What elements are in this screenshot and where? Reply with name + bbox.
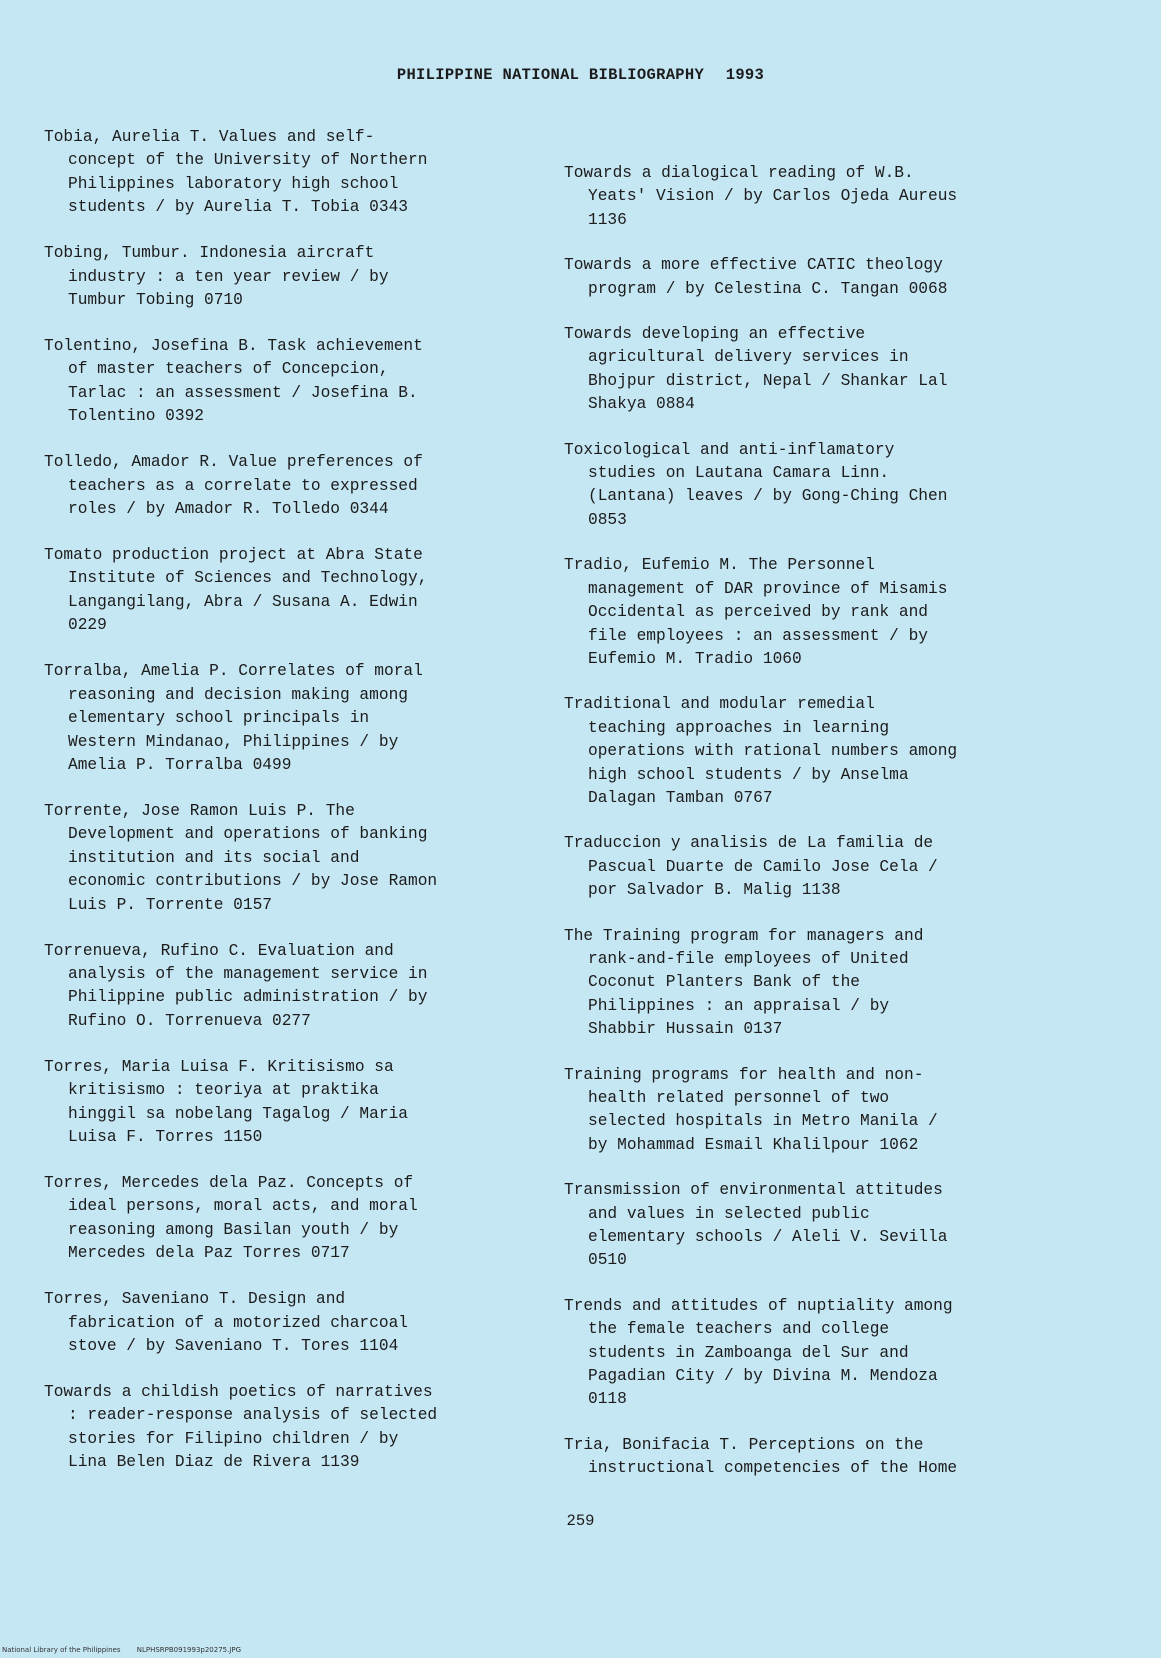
bibliography-entry: Tobia, Aurelia T. Values and self- concept of the University of Northern Philippines laboratory high school students / by Aurelia T. Tobia 0343 (44, 128, 428, 217)
bibliography-entry: Transmission of environmental attitudes and values in selected public elementary schools / Aleli V. Sevilla 0510 (564, 1181, 948, 1270)
bibliography-entry: Tobing, Tumbur. Indonesia aircraft industry : a ten year review / by Tumbur Tobing 0710 (44, 244, 389, 310)
bibliography-entry: Trends and attitudes of nuptiality among the female teachers and college students in Zamboanga del Sur and Pagadian City / by Divina M. Mendoza 0118 (564, 1296, 953, 1409)
footer-library: National Library of the Philippines (2, 1646, 121, 1654)
footer-file: NLPHSRPB091993p20275.JPG (136, 1646, 242, 1654)
bibliography-entry: Tolentino, Josefina B. Task achievement of master teachers of Concepcion, Tarlac : an assessment / Josefina B. Tolentino 0392 (44, 337, 423, 426)
bibliography-entry: Torralba, Amelia P. Correlates of moral reasoning and decision making among elementary school principals in Western Mindanao, Philippines / by Amelia P. Torralba 0499 (44, 662, 423, 774)
bibliography-entry: Torrente, Jose Ramon Luis P. The Development and operations of banking institution and its social and economic contributions / by Jose Ramon Luis P. Torrente 0157 (44, 801, 438, 914)
bibliography-entry: Tomato production project at Abra State Institute of Sciences and Technology, Langangilang, Abra / Susana A. Edwin 0229 (44, 546, 428, 635)
bibliography-entry: Traditional and modular remedial teaching approaches in learning operations with rational numbers among high school students / by Anselma Dalagan Tamban 0767 (564, 695, 958, 807)
bibliography-entry: Torres, Maria Luisa F. Kritisismo sa kritisismo : teoriya at praktika hinggil sa nobelang Tagalog / Maria Luisa F. Torres 1150 (44, 1057, 408, 1146)
bibliography-title: PHILIPPINE NATIONAL BIBLIOGRAPHY (396, 66, 705, 84)
bibliography-entry: Torres, Saveniano T. Design and fabrication of a motorized charcoal stove / by Saveniano T. Tores 1104 (44, 1290, 408, 1355)
page-number: 259 (566, 1512, 595, 1530)
bibliography-entry: The Training program for managers and rank-and-file employees of United Coconut Planters Bank of the Philippines : an appraisal / by Shabbir Hussain 0137 (564, 926, 924, 1039)
bibliography-entry: Tradio, Eufemio M. The Personnel management of DAR province of Misamis Occidental as perceived by rank and file employees : an assessment / by Eufemio M. Tradio 1060 (564, 556, 948, 668)
right-column (564, 162, 1064, 1503)
bibliography-entry: Towards a more effective CATIC theology program / by Celestina C. Tangan 0068 (564, 256, 948, 298)
bibliography-entry: Towards developing an effective agricultural delivery services in Bhojpur district, Nepal / Shankar Lal Shakya 0884 (564, 325, 948, 414)
bibliography-year: 1993 (725, 66, 765, 84)
left-column (44, 126, 544, 1497)
bibliography-entry: Toxicological and anti-inflamatory studies on Lautana Camara Linn. (Lantana) leaves / by Gong-Ching Chen 0853 (564, 440, 948, 529)
bibliography-entry: Tria, Bonifacia T. Perceptions on the instructional competencies of the Home (564, 1435, 958, 1478)
bibliography-entry: Towards a dialogical reading of W.B. Yeats' Vision / by Carlos Ojeda Aureus 1136 (564, 164, 958, 229)
scan-footer (2, 1646, 255, 1654)
bibliography-entry: Traduccion y analisis de La familia de Pascual Duarte de Camilo Jose Cela / por Salvador B. Malig 1138 (564, 834, 938, 900)
bibliography-entry: Torres, Mercedes dela Paz. Concepts of ideal persons, moral acts, and moral reasoning among Basilan youth / by Mercedes dela Paz Torres 0717 (44, 1173, 418, 1263)
bibliography-entry: Towards a childish poetics of narratives : reader-response analysis of selected stories for Filipino children / by Lina Belen Diaz de Rivera 1139 (44, 1383, 438, 1472)
bibliography-entry: Training programs for health and non- health related personnel of two selected hospitals in Metro Manila / by Mohammad Esmail Khalilpour 1062 (564, 1065, 938, 1154)
bibliography-entry: Tolledo, Amador R. Value preferences of teachers as a correlate to expressed roles / by Amador R. Tolledo 0344 (44, 453, 423, 519)
page-header (0, 66, 1161, 84)
bibliography-entry: Torrenueva, Rufino C. Evaluation and analysis of the management service in Philippine public administration / by Rufino O. Torrenueva 0277 (44, 941, 428, 1030)
